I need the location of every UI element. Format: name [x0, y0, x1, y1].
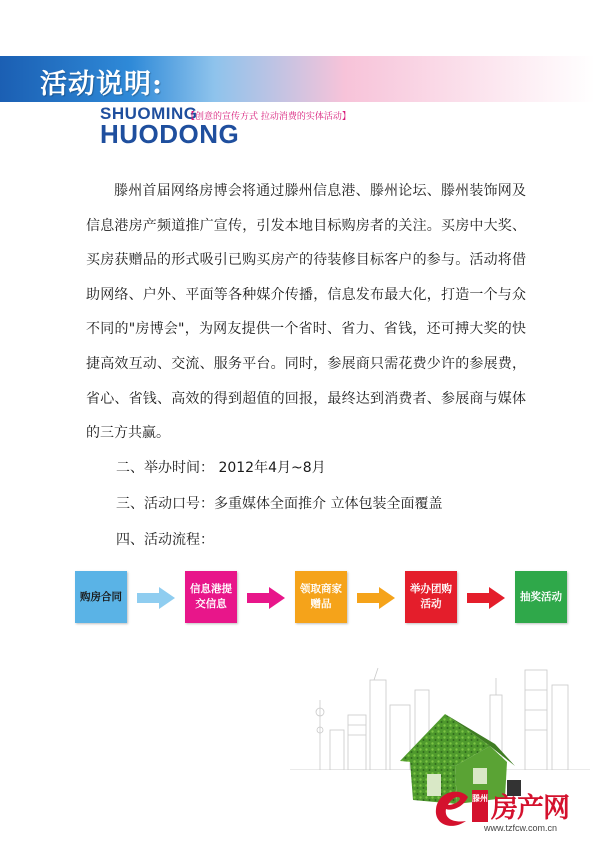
subtitle-shuoming: SHUOMING [100, 104, 198, 123]
flow-arrow-3-icon [357, 587, 395, 609]
intro-paragraph: 滕州首届网络房博会将通过滕州信息港、滕州论坛、滕州装饰网及信息港房产频道推广宣传，引发本地目标购房者的关注。买房中大奖、买房获赠品的形式吸引已购买房产的待装修目标客户的参与。活动将借助网络、户外、平面等各种媒介传播，信息发布最大化，打造一个与众不同的"房博会"，为网友提供一个省时、省力、省钱，还可搏大奖的快捷高效互动、交流、服务平台。同时，参展商只需花费少许的参展费，省心、省钱、高效的得到超值的回报，最终达到消费者、参展商与媒体的三方共赢。 [86, 183, 526, 442]
logo-url: www.tzfcw.com.cn [484, 823, 558, 833]
logo-name: 房产网 [491, 793, 569, 824]
flow-step-1 [75, 571, 127, 623]
page-title: 活动说明: [40, 69, 163, 100]
flow-heading: 四、活动流程： [116, 532, 214, 548]
flow-step-label: 购房合同 [80, 590, 122, 603]
flow-step-label: 信息港提交信息 [190, 583, 232, 610]
subtitle-huodong: HUODONG [100, 119, 240, 149]
logo-e-swoosh-icon [430, 785, 474, 831]
time-line: 二、举办时间： 2012年4月~8月 [116, 460, 326, 476]
flow-step-label: 抽奖活动 [520, 590, 562, 603]
flow-arrow-2-icon [247, 587, 285, 609]
flow-step-4 [405, 571, 457, 623]
flow-step-5 [515, 571, 567, 623]
flow-step-2 [185, 571, 237, 623]
flow-arrow-1-icon [137, 587, 175, 609]
flow-step-3 [295, 571, 347, 623]
logo-badge: 滕州 [472, 790, 488, 822]
flow-step-label: 举办团购活动 [410, 583, 452, 610]
slogan-line: 三、活动口号：多重媒体全面推介 立体包装全面覆盖 [116, 496, 443, 512]
flow-step-label: 领取商家赠品 [300, 583, 342, 610]
flow-arrow-4-icon [467, 587, 505, 609]
tagline: 【创意的宣传方式 拉动消费的实体活动】 [186, 112, 351, 122]
